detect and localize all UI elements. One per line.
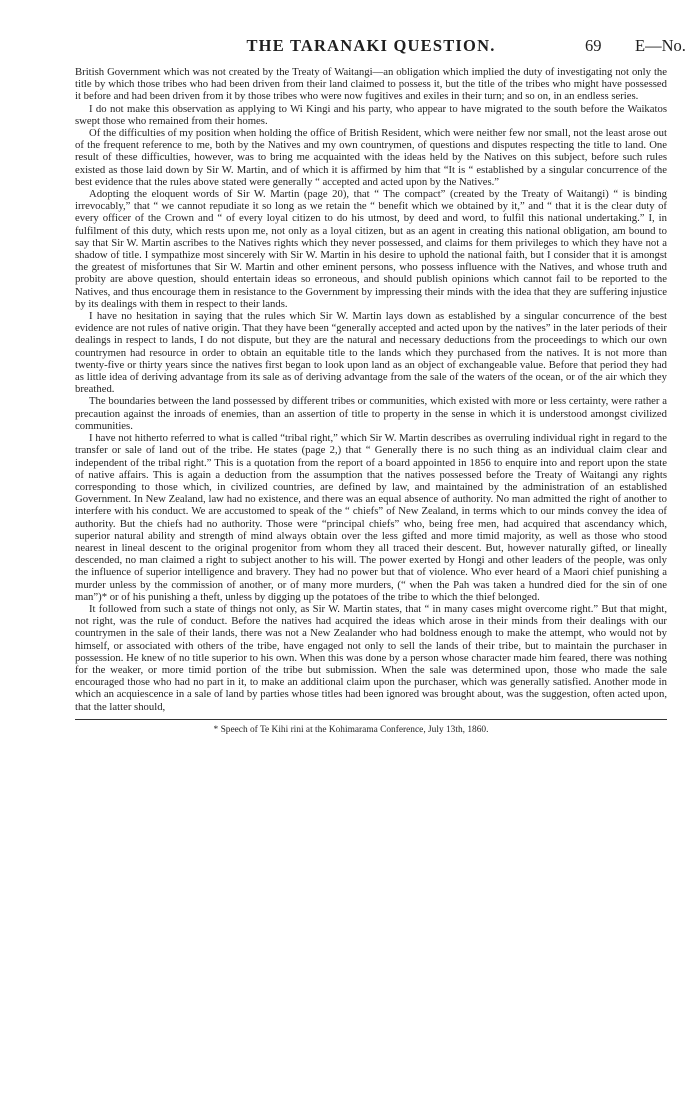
paragraph: Of the difficulties of my position when holding the office of British Resident, which were neither few nor small, not the least arose out of the frequent reference to me, both by the Natives and my own countrymen, of questions and disputes respecting the title to land. One result of these difficulties, however, was to bring me acquainted with the ideas held by the Natives on this subject, before such rules existed as those laid down by Sir W. Martin, and of which it is affirmed by him that “It is “ established by a singular concurrence of the best evidence that the rules above stated were generally “ accepted and acted upon by the Natives.”: [75, 127, 667, 188]
paragraph: I do not make this observation as applying to Wi Kingi and his party, who appear to have migrated to the south before the Waikatos swept those who remained from their homes.: [75, 102, 667, 127]
footnote-divider: [75, 719, 667, 720]
paragraph: The boundaries between the land possessed by different tribes or communities, which existed with more or less certainty, were rather a precaution against the inroads of enemies, than an assertion of title to property in the sense in which it is understood amongst civilized communities.: [75, 395, 667, 432]
paragraph: Adopting the eloquent words of Sir W. Martin (page 20), that “ The compact” (created by the Treaty of Waitangi) “ is binding irrevocably,” that “ we cannot repudiate it so long as we retain the “ benefit which we obtained by it,” and “ that it is the clear duty of every officer of the Crown and “ of every loyal citizen to do his utmost, by deed and word, to fulfil this national undertaking.” I, in fulfilment of this duty, which rests upon me, not only as a loyal citizen, but as an agent in creating this national obligation, am bound to say that Sir W. Martin ascribes to the Natives rights which they never possessed, and claims for them privileges to which they have not a shadow of title. I sympathize most sincerely with Sir W. Martin in his desire to uphold the national faith, but I consider that it is amongst the greatest of misfortunes that Sir W. Martin and other eminent persons, who possess influence with the Natives, and whose truth and probity are above question, should entertain ideas so erroneous, and should publish opinions which cannot fail to be reported to the Natives, and thus encourage them in resistance to the Government by impressing their minds with the idea that they are suffering injustice by its dealings with them in respect to their lands.: [75, 188, 667, 310]
page-title: THE TARANAKI QUESTION.: [246, 36, 496, 55]
paragraph: British Government which was not created by the Treaty of Waitangi—an obligation which implied the duty of investigating not only the title by which those tribes who had been driven from their land claimed to possess it, but the title of the tribes who might have possessed it before and had been driven from it by those tribes who were now fugitives and exiles in their turn; and so on, in an endless series.: [75, 66, 667, 103]
paragraph: I have not hitherto referred to what is called “tribal right,” which Sir W. Martin describes as overruling individual right in regard to the transfer or sale of land out of the tribe. He states (page 2,) that “ Generally there is no such thing as an individual claim clear and independent of the tribal right.” This is a quotation from the report of a board appointed in 1856 to enquire into and report upon the state of native affairs. This is again a deduction from the assumption that the natives possessed before the Treaty of Waitangi any rights corresponding to those which, in civilized countries, are defined by law, and maintained by the administration of an established Government. In New Zealand, law had no existence, and there was an equal absence of authority. No man admitted the right of another to interfere with his conduct. We are accustomed to speak of the “ chiefs” of New Zealand, in terms which to our minds convey the idea of authority. But the chiefs had no authority. Those were “principal chiefs” who, being free men, had acquired that ascendancy which, superior natural ability and strength of mind always obtain over the less gifted and more timid majority, as well as those who stood nearest in lineal descent to the original progenitor from whom they all traced their descent. But, however naturally gifted, or lineally descended, no man claimed a right to subject another to his will. The power exerted by Hongi and other leaders of the people, was only the influence of superior intelligence and bravery. They had no power but that of violence. Who ever heard of a Maori chief punishing a murder unless by the commission of another, or of many more murders, (“ when the Pah was taken a hundred died for the sin of one man”)* or of his punishing a theft, unless by digging up the potatoes of the tribe to which the thief belonged.: [75, 432, 667, 603]
footnote: * Speech of Te Kihi rini at the Kohimarama Conference, July 13th, 1860.: [213, 724, 489, 735]
document-page: [75, 36, 686, 736]
page-number: 69: [585, 36, 602, 55]
body-text: [75, 66, 667, 713]
paragraph: It followed from such a state of things not only, as Sir W. Martin states, that “ in many cases might overcome right.” But that might, not right, was the rule of conduct. Before the natives had acquired the ideas which arose in their minds from their dealings with our countrymen in the sale of their lands, there was not a New Zealander who had boldness enough to make the attempt, who would not by himself, or associated with others of the tribe, have engaged not only to sell the lands of their tribe, but to maintain the purchaser in possession. He knew of no title superior to his own. When this was done by a person whose character made him feared, there was nothing for the weaker, or more timid portion of the tribe but submission. When the sale was determined upon, those who made the sale encouraged those who had no part in it, to make an additional claim upon the purchaser, which was generally satisfied. Another mode in which an acquiescence in a sale of land by parties whose titles had been ignored was brought about, was the suggestion, often acted upon, that the latter should,: [75, 602, 667, 713]
page-header: [75, 36, 686, 66]
paragraph: I have no hesitation in saying that the rules which Sir W. Martin lays down as established by a singular concurrence of the best evidence are not rules of native origin. That they have been “generally accepted and acted upon by the natives” in the later periods of their dealings in respect to lands, I do not dispute, but they are the natural and necessary deductions from the proceedings to which our own countrymen had resource in order to obtain an equitable title to the lands which they purchased from the natives. It is not more than twenty-five or thirty years since the natives first began to look upon land as an object of exchangeable value. Before that period they had as little idea of deriving advantage from its sale as of deriving advantage from the sale of the waters of the ocean, or of the air which they breathed.: [75, 310, 667, 396]
document-reference: E—No.: [635, 36, 686, 55]
